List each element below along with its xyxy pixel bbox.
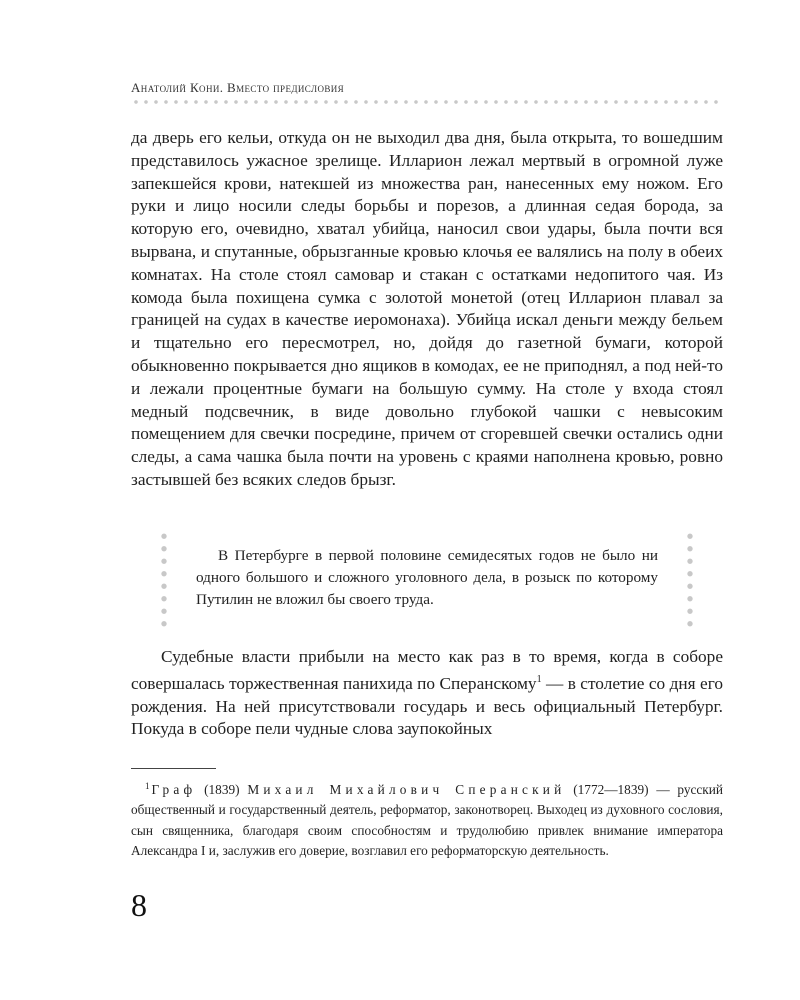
dotted-header-rule (131, 100, 723, 104)
quote-dots-left (161, 530, 167, 628)
footnote-separator (131, 768, 216, 769)
paragraph-2-text-start: Судебные власти прибыли на место как раз в то время, когда в соборе совершалась торжественная панихида по Сперанскому (131, 647, 723, 693)
footnote-text: — русский общественный и государственный деятель, реформатор, законотворец. Выходец из духовного сословия, сын священника, благодаря своим способностям и трудолюбию привлек внимание императора Александра I и, заслужив его доверие, возглавил его реформаторскую деятельность. (131, 782, 723, 859)
page-number: 8 (131, 887, 147, 923)
paragraph-2-text-end: — в столетие со дня его рождения. На ней присутствовали государь и весь официальный Петербург. Покуда в соборе пели чудные слова заупокойных (131, 673, 723, 739)
footnote-years-2: (1772—1839) (573, 782, 649, 797)
footnote-person-name: Михаил Михайлович Сперанский (247, 782, 566, 797)
footnote-years-1: (1839) (204, 782, 240, 797)
body-paragraph-1: да дверь его кельи, откуда он не выходил два дня, была открыта, то вошедшим представилось ужасное зрелище. Илларион лежал мертвый в огромной луже запекшейся крови, натекшей из множества ран, нанесенных ему ножом. Его руки и лицо носили следы борьбы и порезов, а длинная седая борода, за которую его, очевидно, хватал убийца, наносил свои удары, была почти вся вырвана, и спутанные, обрызганные кровью клочья ее валялись на полу в обеих комнатах. На столе стоял самовар и стакан с остатками недопитого чая. Из комода была похищена сумка с золотой монетой (отец Илларион плавал за границей на судах в качестве иеромонаха). Убийца искал деньги между бельем и тщательно его пересмотрел, но, дойдя до газетной бумаги, которой обыкновенно покрывается дно ящиков в комодах, ее не приподнял, а под ней-то и лежали процентные бумаги на большую сумму. На столе у входа стоял медный подсвечник, в виде довольно глубокой чашки с невысоким помещением для свечки посредине, причем от сгоревшей свечки остались одни следы, а сама чашка была почти на уровень с краями наполнена кровью, ровно застывшей без всяких следов брызг. (131, 128, 723, 489)
pull-quote: В Петербурге в первой половине семидесятых годов не было ни одного большого и сложного уголовного дела, в розыск по которому Путилин не вложил бы своего труда. (196, 547, 658, 608)
footnote-reference[interactable]: 1 (536, 673, 542, 685)
quote-dots-right (687, 530, 693, 628)
body-paragraph-2 (131, 646, 723, 741)
footnote-title-word: Граф (151, 782, 197, 797)
running-head: Анатолий Кони. Вместо предисловия (131, 80, 345, 95)
footnote (131, 776, 723, 862)
footnote-marker: 1 (145, 781, 150, 791)
